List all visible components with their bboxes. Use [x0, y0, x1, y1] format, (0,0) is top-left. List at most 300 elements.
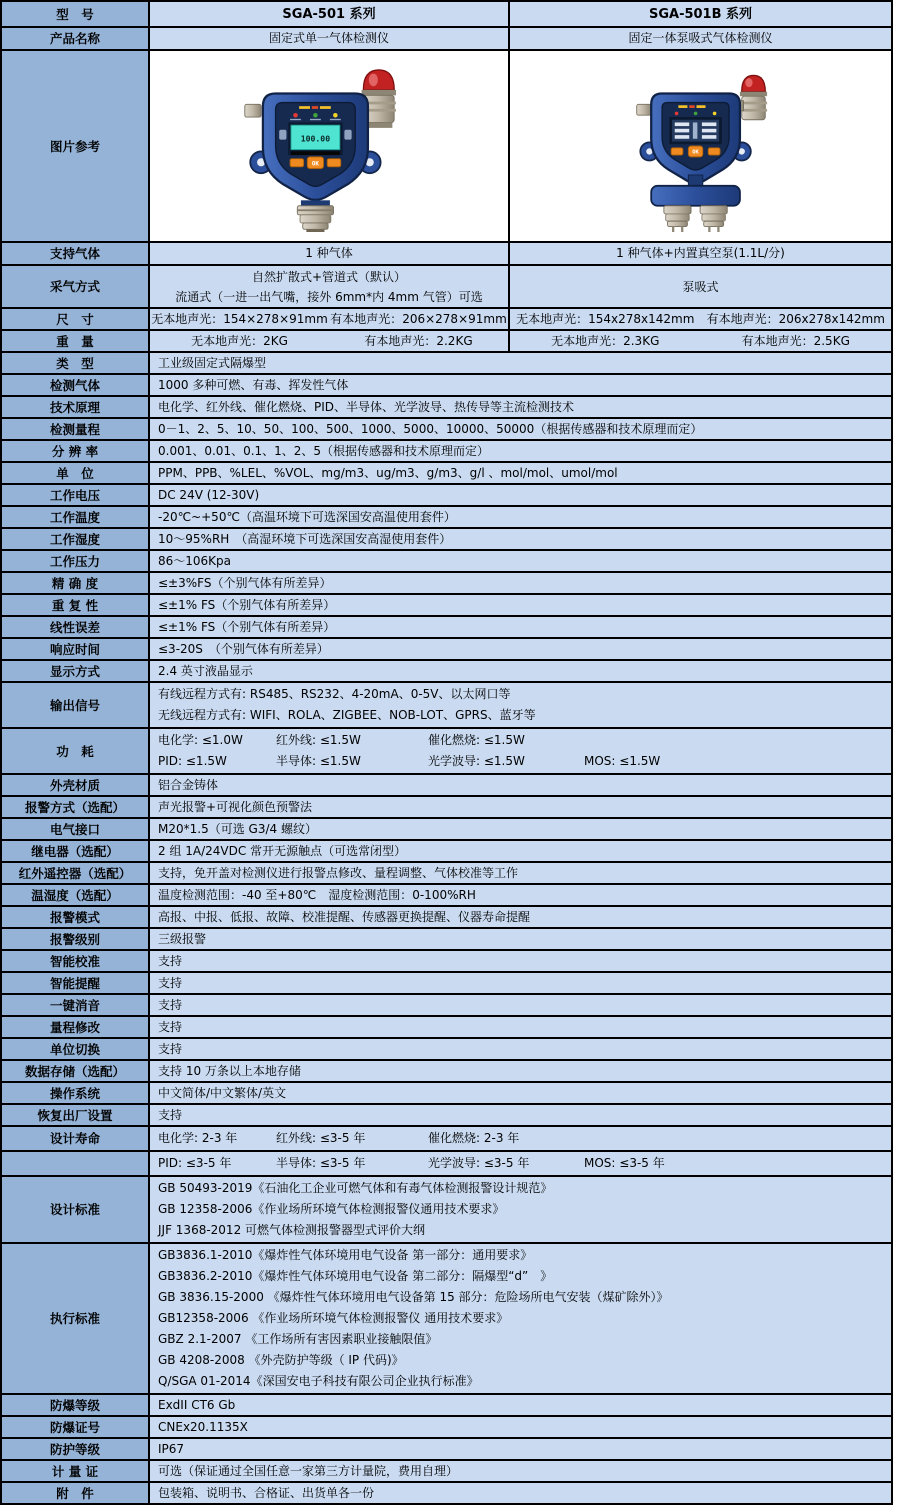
spec-row — [2, 861, 891, 883]
spec-value-text: 无本地声光：2KG — [191, 333, 288, 348]
row-label — [2, 683, 150, 727]
spec-row — [2, 1150, 891, 1175]
spec-value-cell — [150, 375, 891, 395]
spec-value-cell — [150, 419, 891, 439]
spec-row — [2, 971, 891, 993]
row-label-text: 报警模式 — [49, 909, 100, 925]
row-label — [2, 841, 150, 861]
spec-line: 泵吸式 — [682, 279, 719, 294]
row-label — [2, 1152, 150, 1175]
row-label-text: 防护等级 — [49, 1441, 100, 1457]
lcd-screen — [669, 117, 722, 144]
row-label — [2, 419, 150, 439]
spec-value-text: ≤±3%FS（个别气体有所差异） — [158, 575, 332, 590]
spec-value-cell — [150, 309, 510, 329]
spec-seg: PID: ≤1.5W — [158, 754, 227, 768]
spec-row — [2, 373, 891, 395]
row-label — [2, 441, 150, 461]
row-label — [2, 729, 150, 773]
spec-row — [2, 264, 891, 307]
spec-value-cell — [150, 1395, 891, 1415]
row-label — [2, 28, 150, 49]
row-label — [2, 1417, 150, 1437]
row-label — [2, 375, 150, 395]
spec-value-text: 支持 — [158, 975, 183, 990]
side-connector — [636, 104, 650, 115]
spec-value-cell — [150, 595, 891, 615]
row-label-text: 设计寿命 — [49, 1131, 100, 1146]
spec-value-cell — [150, 551, 891, 571]
row-label — [2, 661, 150, 681]
spec-value-text: CNEx20.1135X — [158, 1419, 248, 1434]
spec-value-text: PPM、PPB、%LEL、%VOL、mg/m3、ug/m3、g/m3、g/l 、mol/mol、umol/mol — [158, 465, 618, 480]
row-label-text: 数据存储（选配） — [24, 1063, 125, 1079]
spec-value-text: 中文简体/中文繁体/英文 — [158, 1085, 287, 1100]
row-label-text: 防爆证号 — [49, 1419, 100, 1435]
spec-value-cell — [150, 397, 891, 417]
spec-row — [2, 395, 891, 417]
spec-row — [2, 839, 891, 861]
spec-row — [2, 949, 891, 971]
spec-row — [2, 659, 891, 681]
spec-value-text: SGA-501B 系列 — [648, 6, 753, 22]
spec-line — [158, 1128, 883, 1149]
spec-row — [2, 307, 891, 329]
spec-value-text: 包装箱、说明书、合格证、出货单各一份 — [158, 1485, 375, 1500]
spec-row — [2, 417, 891, 439]
ok-button-label: OK — [311, 161, 319, 168]
row-label — [2, 573, 150, 593]
spec-row — [2, 329, 891, 351]
spec-row — [2, 505, 891, 527]
spec-row — [2, 1242, 891, 1393]
row-label — [2, 907, 150, 927]
spec-row — [2, 817, 891, 839]
spec-row — [2, 49, 891, 241]
spec-value-text: M20*1.5（可选 G3/4 螺纹） — [158, 821, 317, 836]
row-label-text: 防爆等级 — [49, 1397, 100, 1413]
spec-line: GB 50493-2019《石油化工企业可燃气体和有毒气体检测报警设计规范》 — [158, 1181, 553, 1195]
spec-value-cell — [150, 1244, 891, 1393]
spec-value-text: 1 种气体+内置真空泵(1.1L/分) — [616, 246, 785, 260]
spec-value-text: 86～106Kpa — [158, 553, 232, 568]
row-label-text: 工作湿度 — [49, 531, 100, 547]
spec-value-cell — [510, 331, 891, 351]
row-label — [2, 51, 150, 241]
ok-button-label: OK — [691, 149, 699, 156]
spec-row — [2, 1081, 891, 1103]
spec-value-text: 2.4 英寸液晶显示 — [158, 663, 253, 678]
spec-row — [2, 241, 891, 264]
spec-value-cell — [150, 973, 891, 993]
row-label-text: 支持气体 — [49, 246, 100, 261]
product-photo-left-detector — [243, 55, 415, 237]
row-label-text: 响应时间 — [49, 641, 100, 657]
spec-value-cell — [150, 441, 891, 461]
spec-row — [2, 2, 891, 26]
spec-value-text: 支持 — [158, 1107, 183, 1122]
spec-value-text: 0.001、0.01、0.1、1、2、5（根据传感器和技术原理而定） — [158, 443, 490, 458]
spec-value-cell — [510, 266, 891, 307]
spec-value-text: 无本地声光：2.3KG — [551, 333, 660, 348]
spec-value-text: 10～95%RH （高湿环境下可选深国安高湿使用套件） — [158, 531, 452, 546]
spec-value-cell — [150, 485, 891, 505]
spec-value-text: 支持 — [158, 953, 183, 968]
row-label — [2, 973, 150, 993]
spec-row — [2, 593, 891, 615]
row-label — [2, 1395, 150, 1415]
spec-row — [2, 615, 891, 637]
row-label — [2, 463, 150, 483]
row-label — [2, 929, 150, 949]
spec-value-cell — [150, 617, 891, 637]
spec-row — [2, 993, 891, 1015]
spec-seg: 半导体: ≤1.5W — [276, 754, 361, 768]
spec-row — [2, 483, 891, 505]
spec-seg: 催化燃烧: 2-3 年 — [428, 1131, 520, 1145]
spec-value-cell — [150, 819, 891, 839]
spec-row — [2, 1059, 891, 1081]
spec-row — [2, 439, 891, 461]
keypad-buttons — [290, 157, 341, 169]
spec-value-text: -20℃~+50℃（高温环境下可选深国安高温使用套件） — [158, 509, 456, 524]
spec-value-cell — [150, 863, 891, 883]
spec-row — [2, 1459, 891, 1481]
row-label-text: 线性误差 — [49, 619, 100, 635]
spec-line — [158, 751, 883, 772]
row-label-text: 一键消音 — [49, 997, 100, 1013]
spec-value-text: ≤3-20S （个别气体有所差异） — [158, 641, 329, 656]
row-label-text: 操作系统 — [49, 1085, 100, 1101]
row-label-text: 电气接口 — [49, 821, 100, 837]
spec-row — [2, 727, 891, 773]
alarm-beacon-icon — [739, 75, 766, 119]
gas-sensor-icon — [297, 200, 333, 232]
row-label-text: 单 位 — [56, 465, 94, 481]
spec-value-text: ExdII CT6 Gb — [158, 1397, 236, 1412]
row-label-text: 外壳材质 — [49, 777, 100, 793]
spec-value-text: 固定式单一气体检测仪 — [268, 31, 389, 45]
row-label — [2, 1083, 150, 1103]
spec-row — [2, 1437, 891, 1459]
spec-seg: 催化燃烧: ≤1.5W — [428, 733, 525, 747]
row-label — [2, 1483, 150, 1503]
product-image-right — [510, 51, 891, 241]
spec-line: 无线远程方式有: WIFI、ROLA、ZIGBEE、NOB-LOT、GPRS、蓝牙等 — [158, 708, 536, 722]
spec-value-cell — [150, 995, 891, 1015]
spec-line: GB 3836.15-2000 《爆炸性气体环境用电气设备第 15 部分：危险场所电气安装（煤矿除外）》 — [158, 1290, 669, 1304]
gas-sensor-icon — [663, 206, 690, 232]
row-label — [2, 1039, 150, 1059]
spec-line: 自然扩散式+管道式（默认） — [251, 269, 407, 284]
spec-value-text: 支持 — [158, 1019, 183, 1034]
row-label-text: 计 量 证 — [51, 1463, 99, 1479]
spec-line: GB3836.2-2010《爆炸性气体环境用电气设备 第二部分：隔爆型“d” 》 — [158, 1269, 553, 1283]
spec-value-cell — [150, 463, 891, 483]
row-label-text: 分 辨 率 — [51, 443, 99, 459]
row-label — [2, 595, 150, 615]
row-label — [2, 819, 150, 839]
row-label-text: 设计标准 — [49, 1202, 100, 1217]
spec-row — [2, 637, 891, 659]
row-label-text: 重 复 性 — [51, 597, 99, 613]
row-label-text: 温湿度（选配） — [31, 887, 119, 903]
spec-value-text: 可选（保证通过全国任意一家第三方计量院，费用自理） — [158, 1463, 459, 1478]
spec-line: JJF 1368-2012 可燃气体检测报警器型式评价大纲 — [158, 1223, 426, 1237]
row-label — [2, 397, 150, 417]
row-label — [2, 551, 150, 571]
row-label-text: 报警级别 — [49, 931, 100, 947]
spec-line — [158, 1153, 883, 1174]
spec-value-cell — [150, 573, 891, 593]
spec-value-text: 1000 多种可燃、有毒、挥发性气体 — [158, 377, 349, 392]
spec-value-cell — [510, 243, 891, 264]
row-label — [2, 1461, 150, 1481]
row-label — [2, 863, 150, 883]
row-label — [2, 309, 150, 329]
spec-value-cell — [510, 2, 891, 26]
spec-row — [2, 1393, 891, 1415]
spec-row — [2, 927, 891, 949]
spec-seg: MOS: ≤1.5W — [584, 754, 661, 768]
spec-seg: 光学波导: ≤3-5 年 — [428, 1156, 530, 1170]
spec-value-cell — [150, 885, 891, 905]
row-label — [2, 529, 150, 549]
row-label-text: 功 耗 — [56, 743, 94, 759]
spec-value-cell — [150, 1127, 891, 1150]
row-label — [2, 639, 150, 659]
row-label — [2, 1105, 150, 1125]
row-label-text: 附 件 — [56, 1485, 94, 1501]
row-label — [2, 797, 150, 817]
row-label — [2, 1017, 150, 1037]
row-label — [2, 1439, 150, 1459]
spec-value-cell — [150, 1417, 891, 1437]
spec-value-cell — [150, 1105, 891, 1125]
spec-row — [2, 1125, 891, 1150]
row-label-text: 图片参考 — [49, 138, 100, 154]
spec-value-text: 支持 10 万条以上本地存储 — [158, 1063, 301, 1078]
spec-row — [2, 1015, 891, 1037]
spec-value-cell — [150, 1483, 891, 1503]
row-label-text: 输出信号 — [49, 697, 100, 713]
spec-value-cell — [150, 1083, 891, 1103]
side-key-right — [344, 130, 351, 140]
spec-value-text: 有本地声光：2.2KG — [364, 333, 473, 348]
spec-row — [2, 681, 891, 727]
device-screen-value: 100.00 — [300, 133, 331, 144]
spec-value-text: 有本地声光：206×278×91mm — [330, 311, 507, 326]
product-image-left — [150, 51, 510, 241]
spec-row — [2, 1037, 891, 1059]
row-label-text: 显示方式 — [49, 663, 100, 679]
spec-row — [2, 1175, 891, 1242]
spec-value-cell — [150, 729, 891, 773]
spec-value-text: 1 种气体 — [305, 246, 353, 260]
row-label-text: 工作电压 — [49, 487, 100, 503]
spec-seg: 红外线: ≤1.5W — [276, 733, 361, 747]
spec-value-text: 声光报警+可视化颜色预警法 — [158, 799, 313, 814]
row-label — [2, 1061, 150, 1081]
row-label — [2, 885, 150, 905]
pump-base — [651, 186, 740, 206]
spec-value-text: 支持 — [158, 997, 183, 1012]
spec-value-cell — [150, 28, 510, 49]
spec-line: GB3836.1-2010《爆炸性气体环境用电气设备 第一部分：通用要求》 — [158, 1248, 533, 1262]
row-label — [2, 266, 150, 307]
spec-row — [2, 905, 891, 927]
row-label-text: 继电器（选配） — [31, 843, 119, 859]
row-label-text: 检测量程 — [49, 421, 100, 437]
spec-value-text: 高报、中报、低报、故障、校准提醒、传感器更换提醒、仪器寿命提醒 — [158, 909, 531, 924]
spec-value-cell — [150, 951, 891, 971]
spec-value-cell — [510, 309, 891, 329]
spec-seg: 电化学: ≤1.0W — [158, 733, 243, 747]
spec-value-text: 铝合金铸体 — [158, 777, 219, 792]
row-label-text: 智能校准 — [49, 953, 100, 969]
row-label-text: 型 号 — [56, 6, 94, 22]
spec-row — [2, 773, 891, 795]
spec-line: 流通式（一进一出气嘴，接外 6mm*内 4mm 气管）可选 — [175, 289, 483, 304]
brand-logo — [299, 106, 331, 109]
spec-value-text: DC 24V (12-30V) — [158, 487, 260, 502]
spec-value-cell — [150, 331, 510, 351]
row-label-text: 检测气体 — [49, 377, 100, 393]
row-label-text: 红外遥控器（选配） — [18, 865, 132, 881]
spec-value-cell — [150, 1439, 891, 1459]
spec-value-cell — [150, 1461, 891, 1481]
side-connector — [245, 104, 261, 117]
spec-seg: 电化学: 2-3 年 — [158, 1131, 238, 1145]
spec-value-cell — [150, 266, 510, 307]
spec-value-text: 固定一体泵吸式气体检测仪 — [628, 31, 773, 45]
spec-row — [2, 795, 891, 817]
row-label-text: 产品名称 — [49, 31, 100, 46]
spec-value-text: 2 组 1A/24VDC 常开无源触点（可选常闭型） — [158, 843, 407, 858]
spec-seg: 红外线: ≤3-5 年 — [276, 1131, 366, 1145]
spec-row — [2, 1415, 891, 1437]
spec-line — [158, 730, 883, 751]
spec-line: GB 12358-2006《作业场所环境气体检测报警仪通用技术要求》 — [158, 1202, 505, 1216]
row-label — [2, 1244, 150, 1393]
spec-value-text: 有本地声光：2.5KG — [741, 333, 850, 348]
row-label — [2, 995, 150, 1015]
spec-value-cell — [150, 797, 891, 817]
spec-row — [2, 351, 891, 373]
spec-value-cell — [150, 639, 891, 659]
spec-line: GB 4208-2008 《外壳防护等级（ IP 代码)》 — [158, 1353, 404, 1367]
spec-row — [2, 571, 891, 593]
spec-line: GB12358-2006 《作业场所环境气体检测报警仪 通用技术要求》 — [158, 1311, 509, 1325]
row-label-text: 恢复出厂设置 — [37, 1107, 113, 1123]
spec-value-cell — [150, 243, 510, 264]
row-label — [2, 951, 150, 971]
spec-row — [2, 883, 891, 905]
spec-seg: MOS: ≤3-5 年 — [584, 1156, 665, 1170]
lcd-screen — [288, 122, 342, 155]
spec-value-text: 温度检测范围：-40 至+80℃ 湿度检测范围：0-100%RH — [158, 887, 476, 902]
spec-value-text: 0－1、2、5、10、50、100、500、1000、5000、10000、50000（根据传感器和技术原理而定） — [158, 421, 703, 436]
spec-value-cell — [150, 1039, 891, 1059]
spec-value-text: 有本地声光：206x278x142mm — [706, 311, 885, 326]
spec-value-text: IP67 — [158, 1441, 185, 1456]
spec-value-text: 电化学、红外线、催化燃烧、PID、半导体、光学波导、热传导等主流检测技术 — [158, 399, 575, 414]
row-label-text: 尺 寸 — [56, 311, 94, 327]
spec-value-text: 支持，免开盖对检测仪进行报警点修改、量程调整、气体校准等工作 — [158, 865, 519, 880]
spec-value-text: 无本地声光：154x278x142mm — [516, 311, 695, 326]
row-label-text: 采气方式 — [49, 279, 100, 294]
row-label-text: 报警方式（选配） — [24, 799, 125, 815]
spec-value-text: SGA-501 系列 — [282, 6, 376, 22]
side-key-left — [279, 130, 286, 140]
spec-value-text: 工业级固定式隔爆型 — [158, 355, 267, 370]
row-label — [2, 485, 150, 505]
row-label-text: 单位切换 — [49, 1041, 100, 1057]
spec-seg: 半导体: ≤3-5 年 — [276, 1156, 366, 1170]
spec-seg: PID: ≤3-5 年 — [158, 1156, 232, 1170]
spec-seg: 光学波导: ≤1.5W — [428, 754, 525, 768]
spec-row — [2, 461, 891, 483]
gas-sensor-icon — [700, 206, 727, 232]
spec-value-text: 无本地声光：154×278×91mm — [151, 311, 328, 326]
spec-value-text: ≤±1% FS（个别气体有所差异） — [158, 597, 336, 612]
row-label-text: 执行标准 — [49, 1311, 100, 1326]
keypad-buttons — [671, 146, 720, 157]
spec-value-cell — [150, 907, 891, 927]
spec-line: 有线远程方式有: RS485、RS232、4-20mA、0-5V、以太网口等 — [158, 687, 511, 701]
row-label — [2, 331, 150, 351]
spec-value-cell — [150, 507, 891, 527]
spec-row — [2, 1481, 891, 1503]
spec-value-cell — [150, 1177, 891, 1242]
row-label — [2, 243, 150, 264]
spec-value-text: ≤±1% FS（个别气体有所差异） — [158, 619, 336, 634]
spec-row — [2, 26, 891, 49]
row-label-text: 技术原理 — [49, 399, 100, 415]
spec-value-cell — [150, 353, 891, 373]
spec-value-cell — [150, 929, 891, 949]
brand-logo — [678, 105, 705, 108]
spec-row — [2, 527, 891, 549]
spec-value-cell — [150, 1152, 891, 1175]
row-label-text: 量程修改 — [49, 1019, 100, 1035]
spec-value-cell — [150, 841, 891, 861]
spec-value-cell — [150, 1017, 891, 1037]
row-label-text: 精 确 度 — [51, 575, 99, 591]
row-label — [2, 2, 150, 26]
spec-value-cell — [150, 683, 891, 727]
spec-value-cell — [150, 2, 510, 26]
row-label — [2, 617, 150, 637]
row-label — [2, 1127, 150, 1150]
product-photo-right-detector — [615, 55, 787, 237]
row-label-text: 重 量 — [56, 333, 94, 349]
spec-value-text: 三级报警 — [158, 931, 207, 946]
row-label — [2, 1177, 150, 1242]
spec-value-cell — [150, 529, 891, 549]
spec-row — [2, 1103, 891, 1125]
row-label-text: 类 型 — [56, 355, 94, 371]
spec-value-cell — [510, 28, 891, 49]
spec-value-cell — [150, 775, 891, 795]
spec-line: GBZ 2.1-2007 《工作场所有害因素职业接触限值》 — [158, 1332, 438, 1346]
spec-line: Q/SGA 01-2014《深国安电子科技有限公司企业执行标准》 — [158, 1374, 479, 1388]
row-label-text: 工作压力 — [49, 553, 100, 569]
spec-row — [2, 549, 891, 571]
spec-value-cell — [150, 661, 891, 681]
spec-value-text: 支持 — [158, 1041, 183, 1056]
row-label — [2, 353, 150, 373]
